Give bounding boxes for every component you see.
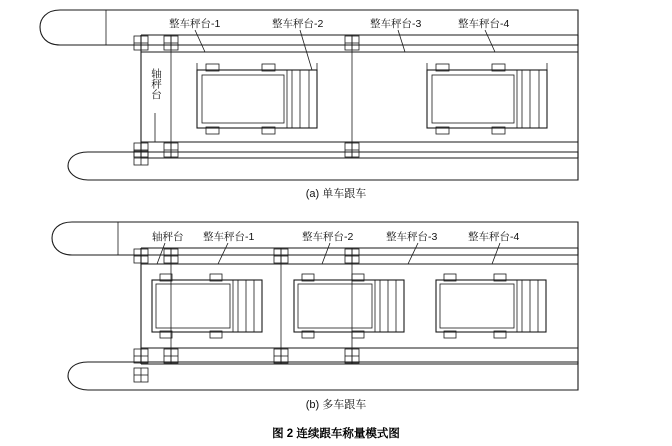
panel-b-wagon-3: [436, 274, 546, 338]
panel-b-label-axle-scale: 轴秤台: [152, 231, 184, 243]
panel-a-label-wagon-scale-3: 整车秤台-3: [370, 18, 422, 30]
panel-a-label-wagon-scale-1: 整车秤台-1: [169, 18, 221, 30]
panel-b-label-wagon-scale-1: 整车秤台-1: [203, 231, 255, 243]
panel-a-wagon-2: [427, 63, 547, 134]
panel-b-wagon-1: [152, 274, 262, 338]
panel-a-label-wagon-scale-2: 整车秤台-2: [272, 18, 324, 30]
panel-b-label-wagon-scale-4: 整车秤台-4: [468, 231, 520, 243]
panel-a-wagon-1: [197, 63, 317, 134]
panel-a-bottom-train-body: [68, 152, 578, 180]
figure-caption: 图 2 连续跟车称量模式图: [272, 428, 400, 440]
panel-a-frame: [141, 35, 578, 158]
panel-b-leader-lines: [157, 243, 500, 264]
panel-a-label-wagon-scale-4: 整车秤台-4: [458, 18, 510, 30]
panel-b-label-wagon-scale-2: 整车秤台-2: [302, 231, 354, 243]
panel-b-bottom-train-body: [68, 362, 578, 390]
panel-b-caption: (b) 多车跟车: [305, 399, 367, 411]
panel-b-label-wagon-scale-3: 整车秤台-3: [386, 231, 438, 243]
panel-a-leader-lines: [155, 30, 495, 142]
panel-a-label-axle-scale: 轴秤台: [150, 68, 162, 100]
panel-b-wagon-2: [294, 274, 404, 338]
panel-b-frame: [141, 248, 578, 364]
panel-a-support-blocks: [134, 36, 359, 165]
panel-a-caption: (a) 单车跟车: [305, 188, 367, 200]
